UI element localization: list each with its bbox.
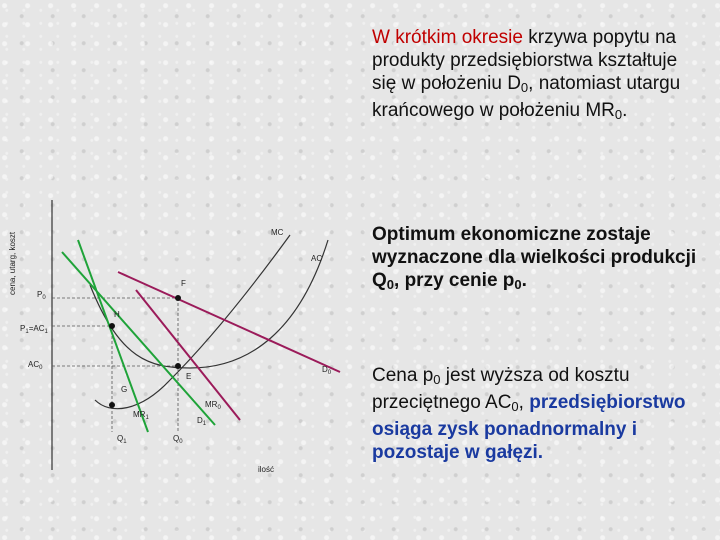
profit-a-sub: 0: [433, 372, 441, 387]
demand-d1-curve: [62, 252, 215, 425]
profit-a: Cena p: [372, 365, 434, 386]
label-f: F: [181, 279, 186, 288]
optimum-paragraph: [372, 223, 702, 296]
point-g: [109, 402, 115, 408]
profit-paragraph: [372, 364, 702, 464]
point-e: [175, 363, 181, 369]
intro-text-1: krzywa popytu na produkty przedsiębiorstwa kształtuje się w położeniu D: [372, 27, 678, 94]
label-d0: $D_0$: [322, 365, 332, 376]
optimum-end: .: [521, 270, 527, 291]
intro-paragraph: [372, 26, 702, 126]
point-f: [175, 295, 181, 301]
label-q1: $Q_1$: [117, 434, 127, 445]
equilibrium-points: [109, 295, 181, 408]
label-p0: $P_0$: [37, 290, 46, 301]
label-q0: $Q_0$: [173, 434, 183, 445]
y-axis-label: cena, utarg, koszt: [8, 231, 17, 295]
label-g: G: [121, 385, 128, 394]
label-mc: MC: [271, 228, 284, 237]
cost-revenue-diagram: [0, 190, 370, 510]
demand-d0-curve: [118, 272, 340, 372]
intro-sub-1: 0: [520, 80, 529, 95]
point-h: [109, 323, 115, 329]
optimum-text: Optimum ekonomiczne zostaje wyznaczone dla wielkości produkcji Q: [372, 224, 697, 291]
label-h: H: [114, 310, 120, 319]
mr0-curve: [136, 290, 240, 420]
profit-highlight: przedsiębiorstwo osiąga zysk ponadnormalny i pozostaje w gałęzi.: [372, 392, 686, 463]
x-axis-label: ilość: [258, 465, 275, 474]
label-d1: $D_1$: [197, 416, 207, 427]
optimum-mid: , przy cenie p: [394, 270, 515, 291]
optimum-sub-1: 0: [386, 277, 395, 292]
intro-text-2: , natomiast utargu krańcowego w położeniu MR: [372, 73, 681, 121]
profit-b-sub: 0: [511, 399, 519, 414]
label-ac: AC: [311, 254, 323, 263]
label-e: E: [186, 372, 192, 381]
label-ac0: $AC_0$: [28, 360, 43, 371]
intro-highlight: W krótkim okresie: [372, 27, 523, 48]
intro-text-3: .: [622, 100, 628, 121]
profit-b: jest wyższa od kosztu przeciętnego AC: [372, 365, 630, 413]
optimum-sub-2: 0: [514, 277, 522, 292]
label-mr1: $MR_1$: [133, 410, 149, 421]
ac-curve: [90, 240, 328, 368]
intro-sub-2: 0: [614, 107, 623, 122]
profit-c: ,: [518, 392, 530, 413]
label-p1-ac1: $P_1=AC_1$: [20, 324, 48, 335]
label-mr0: $MR_0$: [205, 400, 221, 411]
